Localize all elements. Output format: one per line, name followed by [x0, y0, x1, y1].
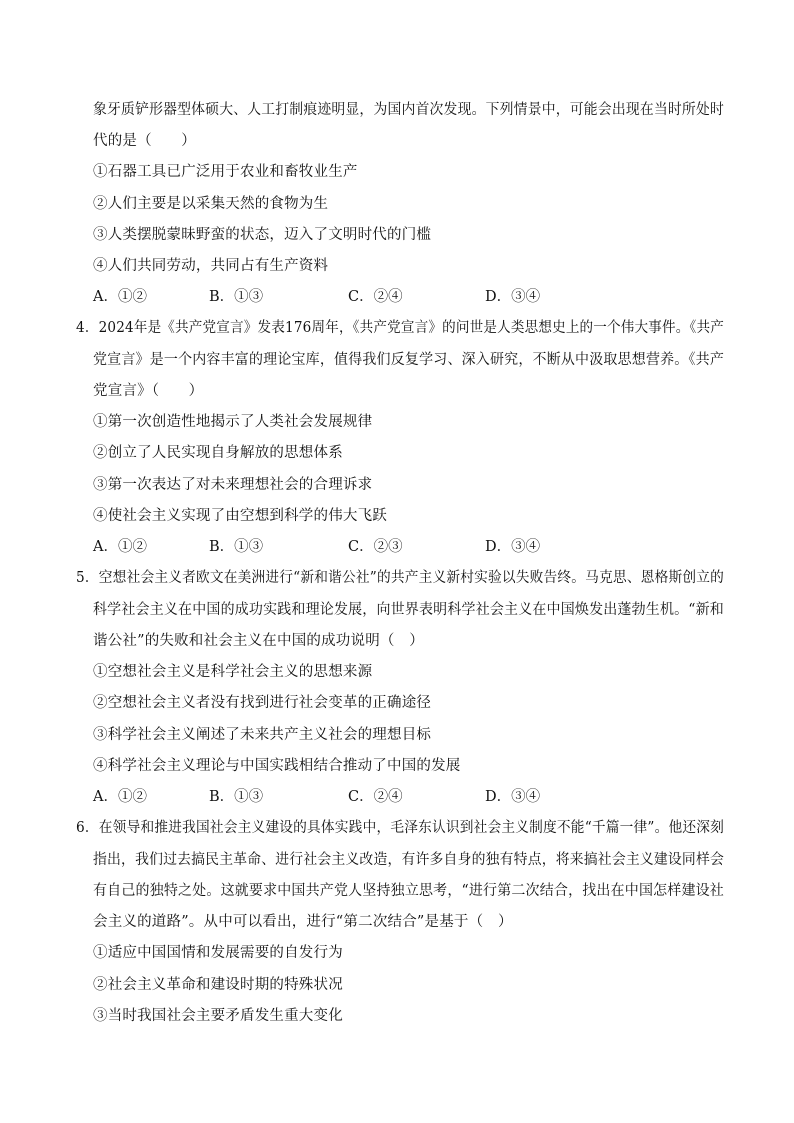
statement-item: ③当时我国社会主要矛盾发生重大变化 [93, 1008, 343, 1024]
question-first-line [76, 318, 724, 338]
option-b[interactable]: B．①③ [209, 789, 264, 805]
statement-item: ②社会主义革命和建设时期的特殊状况 [93, 977, 343, 993]
question-stem-line: 会主义的道路”。从中可以看出，进行“第二次结合”是基于（ ） [93, 914, 513, 930]
question-stem-line: 代的是（ ） [93, 133, 196, 149]
statement-item: ③人类摆脱蒙昧野蛮的状态，迈入了文明时代的门槛 [93, 227, 432, 243]
question-first-line [76, 568, 724, 588]
statement-item: ④科学社会主义理论与中国实践相结合推动了中国的发展 [93, 758, 461, 774]
statement-item: ②空想社会主义者没有找到进行社会变革的正确途径 [93, 695, 432, 711]
option-b[interactable]: B．①③ [209, 289, 264, 305]
question-stem-line: 空想社会主义者欧文在美洲进行“新和谐公社”的共产主义新村实验以失败告终。马克思、恩格斯创立的 [98, 570, 725, 586]
statement-item: ②人们主要是以采集天然的食物为生 [93, 196, 329, 212]
statement-item: ③科学社会主义阐述了未来共产主义社会的理想目标 [93, 727, 432, 743]
statement-item: ①空想社会主义是科学社会主义的思想来源 [93, 664, 373, 680]
question-number: 4． [76, 320, 99, 336]
question-stem-line: 党宣言》是一个内容丰富的理论宝库，值得我们反复学习、深入研究，不断从中汲取思想营养。《共产 [93, 352, 725, 368]
question-stem-line: 有自己的独特之处。这就要求中国共产党人坚持独立思考，“进行第二次结合，找出在中国怎样建设社 [93, 883, 724, 899]
question-stem-line: 科学社会主义在中国的成功实践和理论发展，向世界表明科学社会主义在中国焕发出蓬勃生机。“新和 [93, 602, 724, 618]
statement-item: ①适应中国国情和发展需要的自发行为 [93, 945, 343, 961]
question-number: 6． [76, 820, 99, 836]
option-d[interactable]: D．③④ [485, 289, 541, 305]
question-number: 5． [76, 570, 99, 586]
statement-item: ④人们共同劳动，共同占有生产资料 [93, 258, 329, 274]
statement-item: ①石器工具已广泛用于农业和畜牧业生产 [93, 164, 358, 180]
statement-item: ④使社会主义实现了由空想到科学的伟大飞跃 [93, 508, 387, 524]
option-a[interactable]: A．①② [93, 789, 147, 805]
answer-options [93, 787, 693, 807]
question-stem-line: 指出，我们过去搞民主革命、进行社会主义改造，有许多自身的独有特点，将来搞社会主义建设同样会 [93, 852, 725, 868]
question-stem-line: 在领导和推进我国社会主义建设的具体实践中，毛泽东认识到社会主义制度不能“千篇一律”。他还深刻 [98, 820, 725, 836]
question-stem-line: 2024年是《共产党宣言》发表176周年，《共产党宣言》的问世是人类思想史上的一个伟大事件。《共产 [98, 320, 724, 336]
option-a[interactable]: A．①② [93, 289, 147, 305]
option-a[interactable]: A．①② [93, 539, 147, 555]
question-stem-line: 象牙质铲形器型体硕大、人工打制痕迹明显，为国内首次发现。下列情景中，可能会出现在当时所处时 [93, 102, 725, 118]
statement-item: ②创立了人民实现自身解放的思想体系 [93, 445, 343, 461]
statement-item: ③第一次表达了对未来理想社会的合理诉求 [93, 477, 373, 493]
question-stem-line: 谐公社”的失败和社会主义在中国的成功说明（ ） [93, 633, 425, 649]
option-d[interactable]: D．③④ [485, 539, 541, 555]
answer-options [93, 537, 693, 557]
answer-options [93, 287, 693, 307]
option-d[interactable]: D．③④ [485, 789, 541, 805]
option-c[interactable]: C．②④ [348, 789, 403, 805]
option-c[interactable]: C．②④ [348, 289, 403, 305]
statement-item: ①第一次创造性地揭示了人类社会发展规律 [93, 414, 373, 430]
option-c[interactable]: C．②③ [348, 539, 403, 555]
question-stem-line: 党宣言》（ ） [93, 383, 204, 399]
question-first-line [76, 818, 724, 838]
option-b[interactable]: B．①③ [209, 539, 264, 555]
